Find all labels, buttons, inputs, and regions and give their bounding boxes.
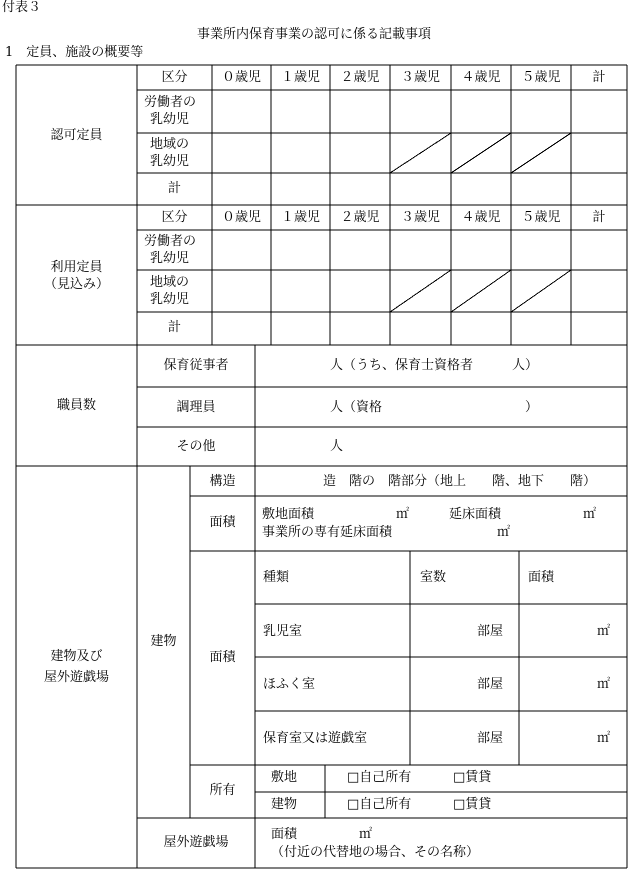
form-label: 付表３	[2, 0, 42, 15]
ninka-age-4: ４歳児	[461, 70, 501, 85]
nobeyuka-label: 延床面積	[449, 507, 502, 522]
shoyu-label: 所有	[209, 783, 236, 798]
riyo-local-label-1: 地域の	[150, 275, 190, 290]
ninka-age-1: １歳児	[280, 70, 320, 85]
staff-chori-value: 人（資格 ）	[330, 400, 539, 415]
room-name-hoiku: 保育室又は遊戯室	[263, 731, 368, 746]
ninka-local-label-1: 地域の	[150, 137, 190, 152]
riyo-label-1: 利用定員	[50, 260, 103, 275]
room-name-nyuji: 乳児室	[263, 624, 303, 639]
shoyu-shikichi-label: 敷地	[271, 770, 298, 785]
ninka-worker-label-2: 乳幼児	[150, 112, 190, 127]
shikichi-label: 敷地面積	[262, 507, 315, 522]
menseki-label: 面積	[209, 515, 236, 530]
senyu-label: 事業所の専有延床面積	[262, 525, 393, 540]
page-title: 事業所内保育事業の認可に係る記載事項	[196, 27, 431, 42]
riyo-age-4: ４歳児	[461, 210, 501, 225]
riyo-kubun-header: 区分	[161, 210, 188, 225]
staff-other-label: その他	[176, 439, 216, 454]
shoyu-tatemono-own[interactable]: □自己所有	[347, 797, 412, 812]
room-area-unit-hofuku: ㎡	[597, 677, 611, 692]
room-unit-nyuji: 部屋	[477, 624, 504, 639]
staff-hoiku-value: 人（うち、保育士資格者 人）	[330, 358, 539, 373]
staff-chori-label: 調理員	[176, 400, 216, 415]
shoyu-tatemono-label: 建物	[271, 797, 298, 812]
ninka-worker-label-1: 労働者の	[144, 95, 197, 110]
riyo-age-0: ０歳児	[221, 210, 261, 225]
staff-label: 職員数	[56, 398, 96, 413]
kouzou-value: 造 階の 階部分（地上 階、地下 階）	[323, 474, 597, 489]
outdoor-area-label: 面積	[271, 827, 298, 842]
staff-other-value: 人	[330, 439, 344, 454]
ninka-total-label: 計	[167, 181, 181, 196]
room-area-unit-nyuji: ㎡	[597, 624, 611, 639]
riyo-age-2: ２歳児	[340, 210, 380, 225]
section-heading: 1 定員、施設の概要等	[5, 45, 144, 60]
riyo-total-label: 計	[167, 320, 181, 335]
shikichi-unit: ㎡	[396, 507, 410, 522]
ninka-age-3: ３歳児	[400, 70, 440, 85]
nobeyuka-unit: ㎡	[583, 507, 597, 522]
riyo-age-1: １歳児	[280, 210, 320, 225]
building-section-label-2: 屋外遊戯場	[43, 670, 109, 685]
building-section-label-1: 建物及び	[50, 649, 103, 664]
shoyu-shikichi-rent[interactable]: □賃貸	[453, 770, 492, 785]
riyo-age-3: ３歳児	[400, 210, 440, 225]
outdoor-label: 屋外遊戯場	[163, 835, 229, 850]
staff-hoiku-label: 保育従事者	[163, 358, 229, 373]
outdoor-area-unit: ㎡	[359, 827, 373, 842]
riyo-age-5: ５歳児	[521, 210, 561, 225]
riyo-age-total: 計	[592, 210, 606, 225]
ninka-age-5: ５歳児	[521, 70, 561, 85]
riyo-worker-label-1: 労働者の	[144, 234, 197, 249]
rooms-col-type: 種類	[263, 570, 290, 585]
ninka-age-2: ２歳児	[340, 70, 380, 85]
riyo-local-label-2: 乳幼児	[150, 292, 190, 307]
ninka-age-total: 計	[592, 70, 606, 85]
shoyu-shikichi-own[interactable]: □自己所有	[347, 770, 412, 785]
room-area-unit-hoiku: ㎡	[597, 731, 611, 746]
ninka-age-0: ０歳児	[221, 70, 261, 85]
building-label: 建物	[150, 634, 177, 649]
outdoor-note: （付近の代替地の場合、その名称）	[271, 845, 480, 860]
kouzou-label: 構造	[209, 474, 236, 489]
ninka-label: 認可定員	[50, 128, 103, 143]
senyu-unit: ㎡	[497, 525, 511, 540]
rooms-col-count: 室数	[420, 570, 447, 585]
room-unit-hoiku: 部屋	[477, 731, 504, 746]
ninka-kubun-header: 区分	[161, 70, 188, 85]
ninka-local-label-2: 乳幼児	[150, 154, 190, 169]
room-unit-hofuku: 部屋	[477, 677, 504, 692]
rooms-label: 面積	[209, 650, 236, 665]
room-name-hofuku: ほふく室	[263, 677, 316, 692]
rooms-col-area: 面積	[528, 570, 555, 585]
riyo-label-2: （見込み）	[43, 277, 109, 292]
riyo-worker-label-2: 乳幼児	[150, 251, 190, 266]
shoyu-tatemono-rent[interactable]: □賃貸	[453, 797, 492, 812]
